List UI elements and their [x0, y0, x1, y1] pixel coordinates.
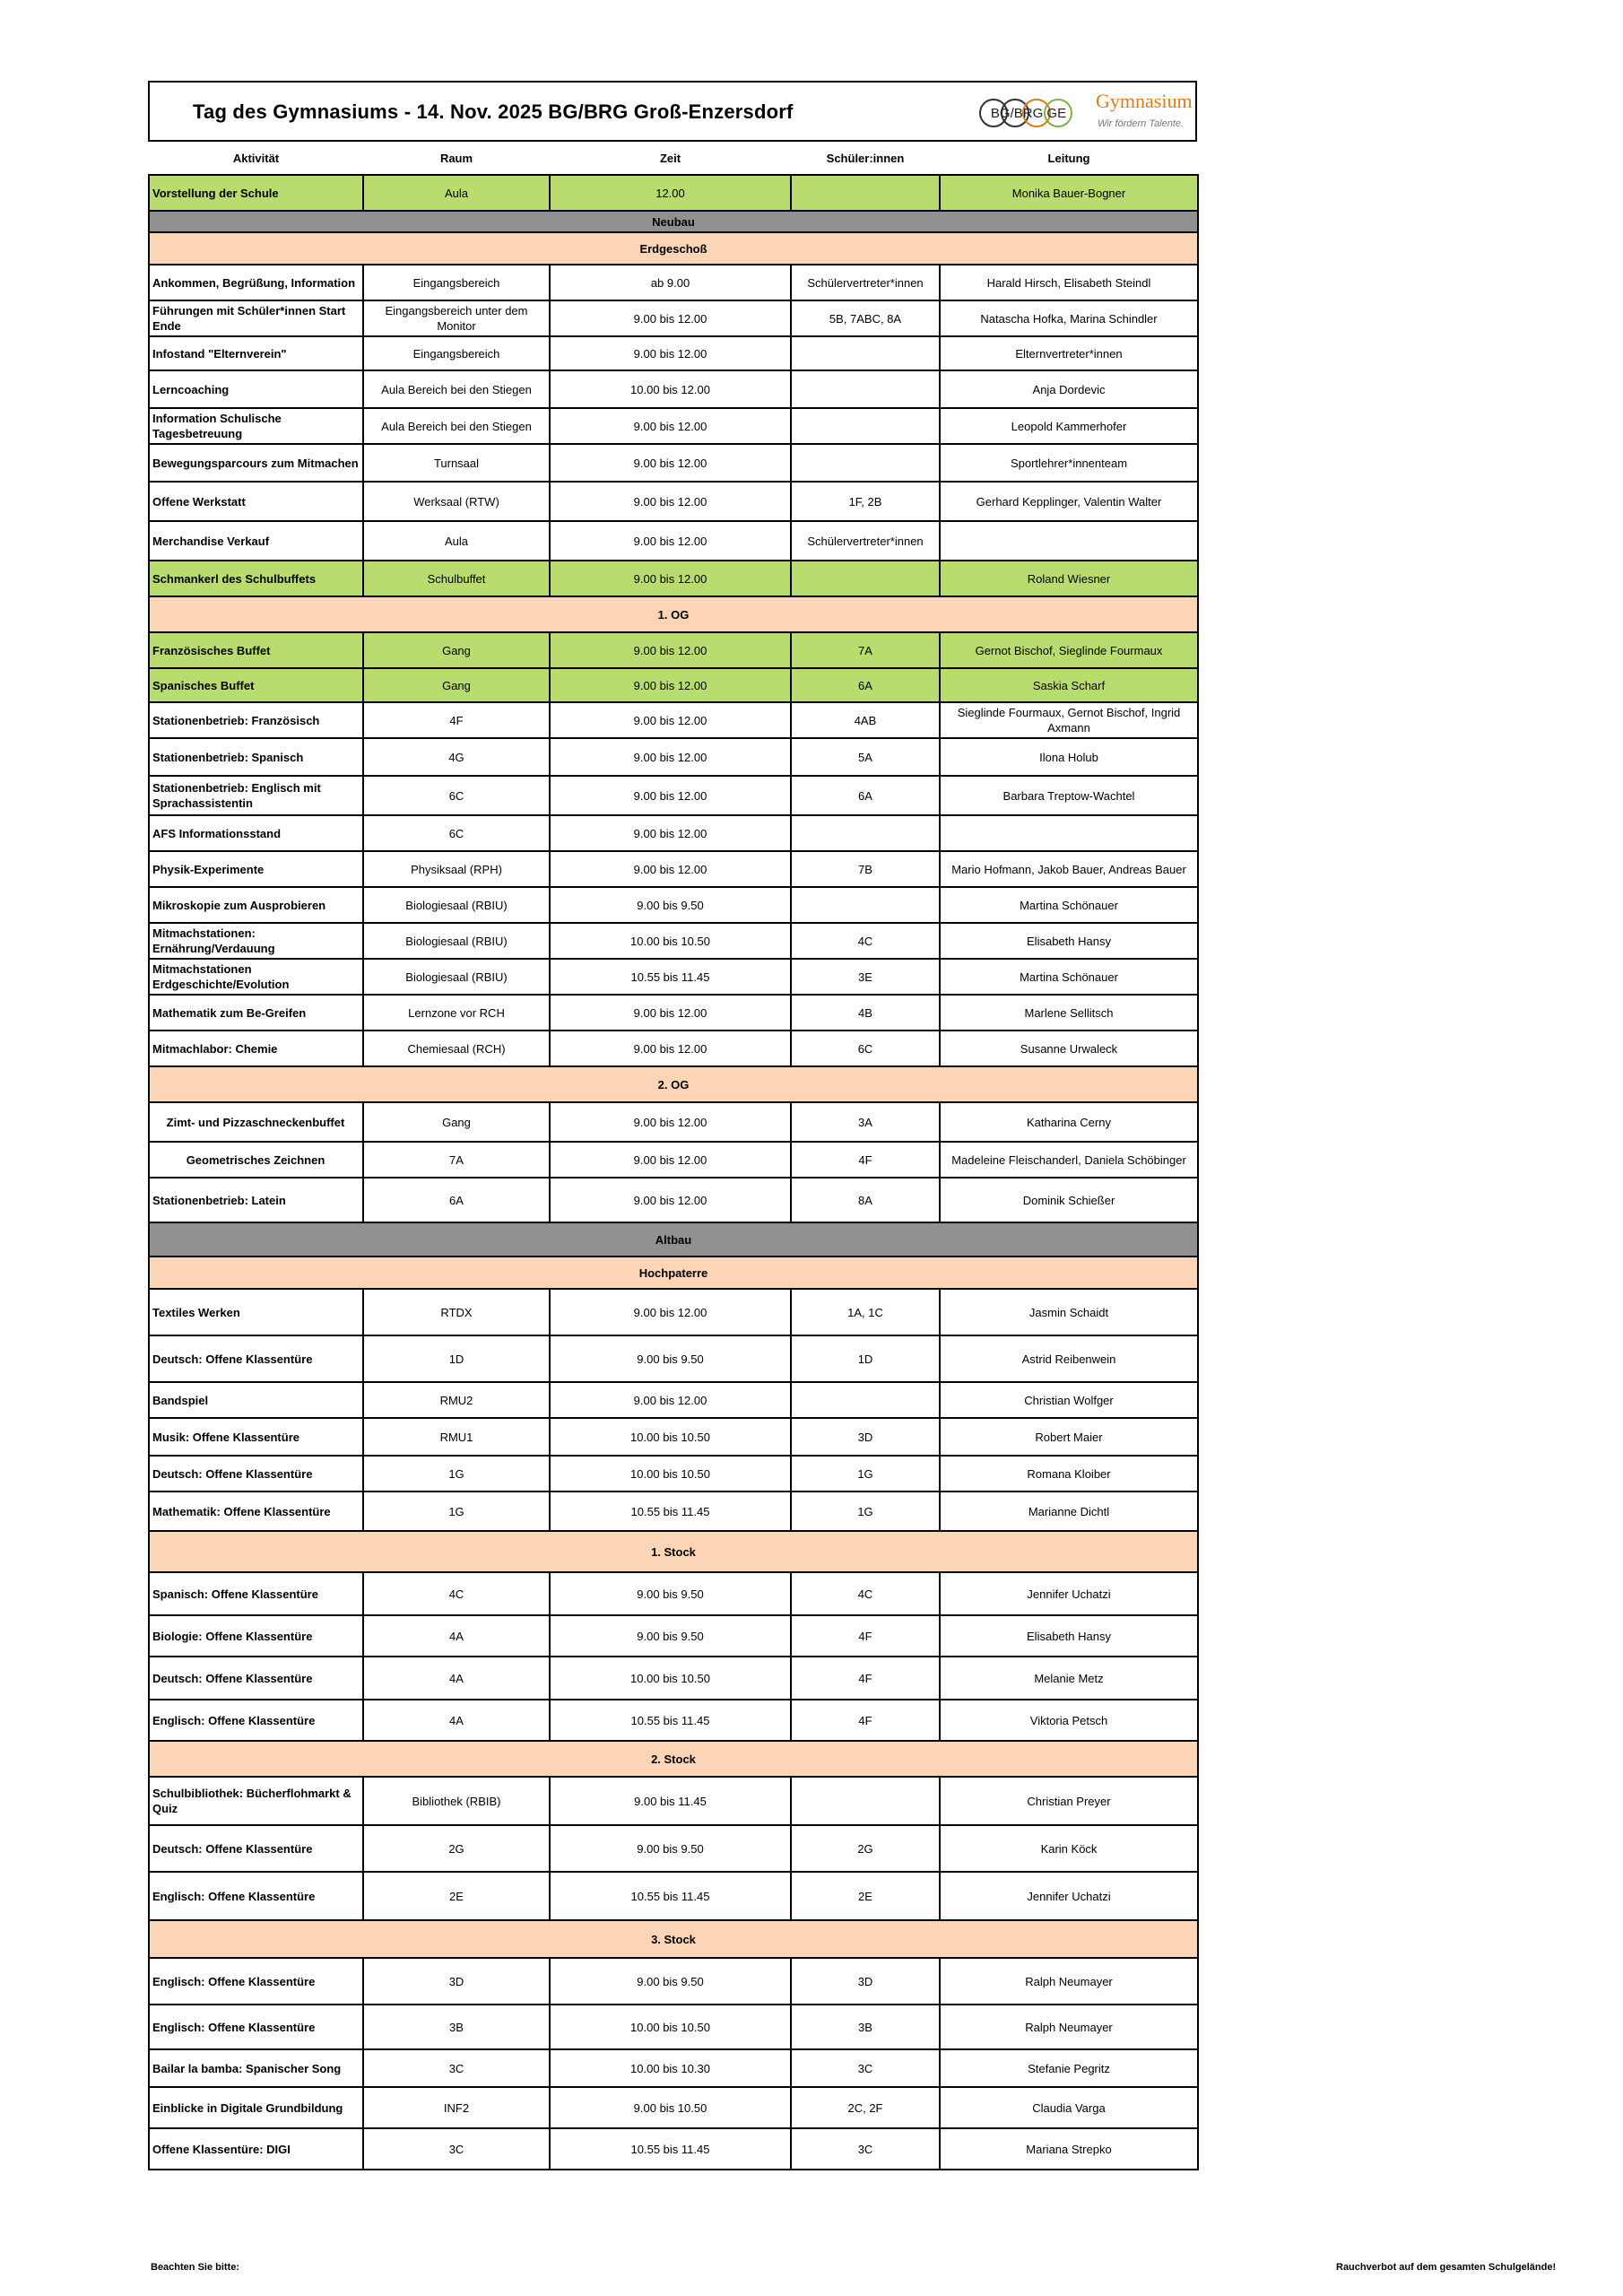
cell-zeit: 9.00 bis 11.45: [550, 1777, 791, 1825]
cell-schueler: 8A: [791, 1178, 940, 1222]
cell-aktivitaet: Vorstellung der Schule: [149, 175, 363, 211]
cell-schueler: 3D: [791, 1958, 940, 2005]
cell-leitung: Anja Dordevic: [940, 370, 1198, 408]
cell-leitung: Martina Schönauer: [940, 959, 1198, 995]
cell-raum: 6C: [363, 815, 550, 851]
table-row: [149, 1142, 1198, 1178]
header-row: [149, 142, 1198, 175]
section-label: Neubau: [149, 211, 1198, 232]
cell-leitung: Melanie Metz: [940, 1657, 1198, 1700]
cell-aktivitaet: Führungen mit Schüler*innen Start Ende: [149, 300, 363, 336]
cell-raum: 2G: [363, 1825, 550, 1872]
table-row: [149, 408, 1198, 444]
table-row: [149, 1572, 1198, 1615]
cell-leitung: Jennifer Uchatzi: [940, 1872, 1198, 1920]
cell-leitung: Jennifer Uchatzi: [940, 1572, 1198, 1615]
table-row: [149, 2049, 1198, 2087]
cell-zeit: 10.55 bis 11.45: [550, 2128, 791, 2170]
table-row: [149, 738, 1198, 776]
cell-aktivitaet: Mathematik zum Be-Greifen: [149, 995, 363, 1031]
table-row: [149, 632, 1198, 668]
cell-zeit: 9.00 bis 10.50: [550, 2087, 791, 2128]
cell-zeit: 10.55 bis 11.45: [550, 1872, 791, 1920]
cell-aktivitaet: Schmankerl des Schulbuffets: [149, 561, 363, 596]
cell-zeit: 9.00 bis 12.00: [550, 1382, 791, 1418]
cell-schueler: [791, 370, 940, 408]
cell-raum: Physiksaal (RPH): [363, 851, 550, 887]
cell-schueler: [791, 1382, 940, 1418]
cell-aktivitaet: Deutsch: Offene Klassentüre: [149, 1335, 363, 1382]
table-row: [149, 2128, 1198, 2170]
cell-raum: Schulbuffet: [363, 561, 550, 596]
floor-section-row: [149, 596, 1198, 632]
cell-leitung: Marlene Sellitsch: [940, 995, 1198, 1031]
cell-schueler: [791, 887, 940, 923]
cell-raum: INF2: [363, 2087, 550, 2128]
cell-aktivitaet: Offene Klassentüre: DIGI: [149, 2128, 363, 2170]
cell-schueler: 3C: [791, 2128, 940, 2170]
cell-aktivitaet: Musik: Offene Klassentüre: [149, 1418, 363, 1456]
cell-schueler: 3E: [791, 959, 940, 995]
cell-leitung: Elisabeth Hansy: [940, 923, 1198, 959]
section-label: 2. Stock: [149, 1741, 1198, 1777]
cell-zeit: 9.00 bis 9.50: [550, 887, 791, 923]
floor-section-row: [149, 1531, 1198, 1572]
table-row: [149, 521, 1198, 561]
cell-leitung: Harald Hirsch, Elisabeth Steindl: [940, 265, 1198, 300]
cell-raum: Gang: [363, 668, 550, 702]
cell-raum: 4G: [363, 738, 550, 776]
table-row: [149, 923, 1198, 959]
table-row: [149, 336, 1198, 370]
table-row: [149, 1335, 1198, 1382]
cell-raum: Eingangsbereich: [363, 336, 550, 370]
cell-schueler: 4B: [791, 995, 940, 1031]
cell-aktivitaet: Bewegungsparcours zum Mitmachen: [149, 444, 363, 482]
cell-raum: Bibliothek (RBIB): [363, 1777, 550, 1825]
cell-schueler: 4AB: [791, 702, 940, 738]
cell-zeit: ab 9.00: [550, 265, 791, 300]
cell-schueler: 7A: [791, 632, 940, 668]
cell-zeit: 9.00 bis 12.00: [550, 995, 791, 1031]
cell-raum: RMU2: [363, 1382, 550, 1418]
cell-leitung: Mario Hofmann, Jakob Bauer, Andreas Bauer: [940, 851, 1198, 887]
cell-schueler: 2C, 2F: [791, 2087, 940, 2128]
cell-leitung: Sportlehrer*innenteam: [940, 444, 1198, 482]
cell-raum: 4C: [363, 1572, 550, 1615]
table-row: [149, 482, 1198, 521]
cell-raum: 7A: [363, 1142, 550, 1178]
cell-leitung: Christian Preyer: [940, 1777, 1198, 1825]
cell-raum: Aula Bereich bei den Stiegen: [363, 408, 550, 444]
table-row: [149, 1777, 1198, 1825]
table-row: [149, 2087, 1198, 2128]
cell-schueler: 3D: [791, 1418, 940, 1456]
cell-raum: Aula Bereich bei den Stiegen: [363, 370, 550, 408]
cell-zeit: 9.00 bis 12.00: [550, 444, 791, 482]
cell-aktivitaet: Textiles Werken: [149, 1289, 363, 1335]
cell-raum: Gang: [363, 632, 550, 668]
cell-zeit: 9.00 bis 12.00: [550, 632, 791, 668]
cell-aktivitaet: Physik-Experimente: [149, 851, 363, 887]
cell-aktivitaet: Stationenbetrieb: Französisch: [149, 702, 363, 738]
building-section-row: [149, 211, 1198, 232]
cell-zeit: 9.00 bis 12.00: [550, 561, 791, 596]
cell-leitung: [940, 815, 1198, 851]
cell-leitung: Ilona Holub: [940, 738, 1198, 776]
cell-raum: Werksaal (RTW): [363, 482, 550, 521]
table-row: [149, 444, 1198, 482]
section-label: Altbau: [149, 1222, 1198, 1257]
cell-zeit: 10.00 bis 12.00: [550, 370, 791, 408]
cell-aktivitaet: AFS Informationsstand: [149, 815, 363, 851]
cell-zeit: 9.00 bis 12.00: [550, 776, 791, 815]
school-logo: [979, 90, 1078, 136]
cell-leitung: Monika Bauer-Bogner: [940, 175, 1198, 211]
cell-zeit: 9.00 bis 12.00: [550, 851, 791, 887]
cell-schueler: Schülervertreter*innen: [791, 265, 940, 300]
cell-leitung: Roland Wiesner: [940, 561, 1198, 596]
cell-zeit: 10.55 bis 11.45: [550, 1700, 791, 1741]
cell-schueler: 2G: [791, 1825, 940, 1872]
cell-leitung: Mariana Strepko: [940, 2128, 1198, 2170]
cell-leitung: Elternvertreter*innen: [940, 336, 1198, 370]
cell-zeit: 9.00 bis 12.00: [550, 521, 791, 561]
table-row: [149, 1289, 1198, 1335]
cell-leitung: Martina Schönauer: [940, 887, 1198, 923]
schedule-table: [148, 142, 1199, 2170]
cell-raum: 3D: [363, 1958, 550, 2005]
table-row: [149, 815, 1198, 851]
cell-zeit: 9.00 bis 12.00: [550, 1142, 791, 1178]
table-row: [149, 1700, 1198, 1741]
cell-aktivitaet: Stationenbetrieb: Englisch mit Sprachassistentin: [149, 776, 363, 815]
cell-schueler: [791, 444, 940, 482]
cell-raum: Aula: [363, 175, 550, 211]
cell-leitung: Jasmin Schaidt: [940, 1289, 1198, 1335]
cell-zeit: 10.00 bis 10.50: [550, 1456, 791, 1492]
section-label: 2. OG: [149, 1066, 1198, 1102]
cell-raum: Eingangsbereich unter dem Monitor: [363, 300, 550, 336]
cell-raum: 4A: [363, 1657, 550, 1700]
cell-schueler: Schülervertreter*innen: [791, 521, 940, 561]
cell-schueler: 3B: [791, 2005, 940, 2049]
floor-section-row: [149, 1920, 1198, 1958]
gymnasium-logo-slogan: Wir fördern Talente.: [1098, 118, 1185, 129]
col-header-leitung: Leitung: [1047, 151, 1090, 165]
section-label: 3. Stock: [149, 1920, 1198, 1958]
cell-schueler: 1G: [791, 1456, 940, 1492]
cell-aktivitaet: Offene Werkstatt: [149, 482, 363, 521]
cell-zeit: 9.00 bis 12.00: [550, 738, 791, 776]
cell-aktivitaet: Mitmachstationen: Ernährung/Verdauung: [149, 923, 363, 959]
section-label: 1. Stock: [149, 1531, 1198, 1572]
cell-aktivitaet: Deutsch: Offene Klassentüre: [149, 1456, 363, 1492]
col-header-aktivitaet: Aktivität: [232, 151, 280, 165]
cell-zeit: 9.00 bis 12.00: [550, 1102, 791, 1142]
cell-schueler: 7B: [791, 851, 940, 887]
table-row: [149, 668, 1198, 702]
schedule-body: [149, 175, 1198, 2170]
floor-section-row: [149, 232, 1198, 265]
cell-aktivitaet: Deutsch: Offene Klassentüre: [149, 1825, 363, 1872]
table-row: [149, 1825, 1198, 1872]
cell-aktivitaet: Stationenbetrieb: Latein: [149, 1178, 363, 1222]
cell-leitung: Madeleine Fleischanderl, Daniela Schöbinger: [940, 1142, 1198, 1178]
cell-raum: Eingangsbereich: [363, 265, 550, 300]
cell-leitung: Romana Kloiber: [940, 1456, 1198, 1492]
cell-leitung: Gernot Bischof, Sieglinde Fourmaux: [940, 632, 1198, 668]
cell-leitung: Viktoria Petsch: [940, 1700, 1198, 1741]
cell-schueler: 5A: [791, 738, 940, 776]
cell-schueler: 4F: [791, 1657, 940, 1700]
section-label: Hochpaterre: [149, 1257, 1198, 1289]
cell-schueler: 4C: [791, 923, 940, 959]
cell-schueler: [791, 408, 940, 444]
cell-leitung: Gerhard Kepplinger, Valentin Walter: [940, 482, 1198, 521]
cell-zeit: 10.00 bis 10.50: [550, 2005, 791, 2049]
cell-raum: 2E: [363, 1872, 550, 1920]
cell-raum: 3C: [363, 2049, 550, 2087]
cell-leitung: Elisabeth Hansy: [940, 1615, 1198, 1657]
cell-zeit: 9.00 bis 12.00: [550, 1289, 791, 1335]
cell-schueler: 4F: [791, 1142, 940, 1178]
cell-aktivitaet: Lerncoaching: [149, 370, 363, 408]
cell-schueler: 2E: [791, 1872, 940, 1920]
cell-schueler: 6A: [791, 668, 940, 702]
cell-leitung: Natascha Hofka, Marina Schindler: [940, 300, 1198, 336]
table-row: [149, 995, 1198, 1031]
cell-leitung: Susanne Urwaleck: [940, 1031, 1198, 1066]
cell-leitung: Claudia Varga: [940, 2087, 1198, 2128]
cell-raum: 4A: [363, 1700, 550, 1741]
cell-aktivitaet: Schulbibliothek: Bücherflohmarkt & Quiz: [149, 1777, 363, 1825]
cell-schueler: 1F, 2B: [791, 482, 940, 521]
cell-raum: Aula: [363, 521, 550, 561]
cell-raum: Biologiesaal (RBIU): [363, 959, 550, 995]
cell-zeit: 10.00 bis 10.50: [550, 1418, 791, 1456]
cell-zeit: 10.55 bis 11.45: [550, 959, 791, 995]
table-row: [149, 1872, 1198, 1920]
table-row: [149, 1178, 1198, 1222]
cell-raum: Biologiesaal (RBIU): [363, 887, 550, 923]
cell-raum: 6C: [363, 776, 550, 815]
table-row: [149, 1615, 1198, 1657]
table-row: [149, 1102, 1198, 1142]
cell-zeit: 9.00 bis 12.00: [550, 1031, 791, 1066]
cell-zeit: 9.00 bis 12.00: [550, 482, 791, 521]
cell-schueler: 4F: [791, 1615, 940, 1657]
cell-aktivitaet: Spanisches Buffet: [149, 668, 363, 702]
table-row: [149, 175, 1198, 211]
footer-smoking-notice: Rauchverbot auf dem gesamten Schulgelände!: [1336, 2262, 1557, 2273]
cell-zeit: 10.00 bis 10.50: [550, 923, 791, 959]
cell-schueler: 1G: [791, 1492, 940, 1531]
cell-zeit: 9.00 bis 12.00: [550, 815, 791, 851]
cell-raum: Biologiesaal (RBIU): [363, 923, 550, 959]
cell-raum: 4F: [363, 702, 550, 738]
cell-zeit: 9.00 bis 9.50: [550, 1825, 791, 1872]
cell-zeit: 9.00 bis 12.00: [550, 300, 791, 336]
cell-leitung: Christian Wolfger: [940, 1382, 1198, 1418]
table-row: [149, 561, 1198, 596]
cell-zeit: 10.00 bis 10.50: [550, 1657, 791, 1700]
cell-leitung: Karin Köck: [940, 1825, 1198, 1872]
table-row: [149, 959, 1198, 995]
cell-aktivitaet: Spanisch: Offene Klassentüre: [149, 1572, 363, 1615]
footer-note: Beachten Sie bitte:: [151, 2262, 240, 2273]
title-box: [148, 81, 1197, 142]
table-row: [149, 1492, 1198, 1531]
col-header-zeit: Zeit: [659, 151, 681, 165]
page-title: Tag des Gymnasiums - 14. Nov. 2025 BG/BRG Groß-Enzersdorf: [193, 100, 794, 123]
cell-leitung: Leopold Kammerhofer: [940, 408, 1198, 444]
cell-aktivitaet: Stationenbetrieb: Spanisch: [149, 738, 363, 776]
table-row: [149, 1456, 1198, 1492]
school-logo-text: BG/BRG GE: [990, 106, 1067, 121]
cell-aktivitaet: Zimt- und Pizzaschneckenbuffet: [149, 1102, 363, 1142]
cell-schueler: 1A, 1C: [791, 1289, 940, 1335]
cell-aktivitaet: Englisch: Offene Klassentüre: [149, 1872, 363, 1920]
cell-leitung: Robert Maier: [940, 1418, 1198, 1456]
cell-schueler: 6A: [791, 776, 940, 815]
cell-aktivitaet: Deutsch: Offene Klassentüre: [149, 1657, 363, 1700]
table-row: [149, 1958, 1198, 2005]
cell-zeit: 9.00 bis 9.50: [550, 1335, 791, 1382]
cell-raum: 3C: [363, 2128, 550, 2170]
cell-zeit: 9.00 bis 9.50: [550, 1615, 791, 1657]
cell-schueler: 1D: [791, 1335, 940, 1382]
cell-schueler: 4F: [791, 1700, 940, 1741]
cell-aktivitaet: Merchandise Verkauf: [149, 521, 363, 561]
cell-raum: Turnsaal: [363, 444, 550, 482]
cell-raum: 6A: [363, 1178, 550, 1222]
table-row: [149, 887, 1198, 923]
cell-zeit: 10.55 bis 11.45: [550, 1492, 791, 1531]
table-row: [149, 370, 1198, 408]
cell-schueler: [791, 175, 940, 211]
schedule-sheet: [148, 81, 1197, 2170]
cell-raum: RTDX: [363, 1289, 550, 1335]
table-row: [149, 776, 1198, 815]
cell-raum: 1D: [363, 1335, 550, 1382]
cell-leitung: Sieglinde Fourmaux, Gernot Bischof, Ingrid Axmann: [940, 702, 1198, 738]
cell-leitung: Ralph Neumayer: [940, 2005, 1198, 2049]
col-header-raum: Raum: [439, 151, 473, 165]
floor-section-row: [149, 1257, 1198, 1289]
cell-zeit: 9.00 bis 9.50: [550, 1572, 791, 1615]
col-header-schueler: Schüler:innen: [826, 151, 905, 165]
cell-schueler: [791, 1777, 940, 1825]
cell-leitung: [940, 521, 1198, 561]
table-row: [149, 851, 1198, 887]
cell-aktivitaet: Einblicke in Digitale Grundbildung: [149, 2087, 363, 2128]
cell-schueler: 3C: [791, 2049, 940, 2087]
cell-zeit: 9.00 bis 12.00: [550, 1178, 791, 1222]
gymnasium-logo: [1096, 88, 1194, 136]
cell-raum: Chemiesaal (RCH): [363, 1031, 550, 1066]
cell-schueler: 4C: [791, 1572, 940, 1615]
cell-leitung: Katharina Cerny: [940, 1102, 1198, 1142]
table-row: [149, 265, 1198, 300]
table-row: [149, 1031, 1198, 1066]
cell-zeit: 9.00 bis 12.00: [550, 408, 791, 444]
table-row: [149, 1382, 1198, 1418]
table-row: [149, 1418, 1198, 1456]
section-label: 1. OG: [149, 596, 1198, 632]
cell-zeit: 9.00 bis 12.00: [550, 668, 791, 702]
table-row: [149, 702, 1198, 738]
building-section-row: [149, 1222, 1198, 1257]
cell-zeit: 10.00 bis 10.30: [550, 2049, 791, 2087]
cell-leitung: Saskia Scharf: [940, 668, 1198, 702]
cell-aktivitaet: Infostand "Elternverein": [149, 336, 363, 370]
table-row: [149, 300, 1198, 336]
cell-leitung: Astrid Reibenwein: [940, 1335, 1198, 1382]
section-label: Erdgeschoß: [149, 232, 1198, 265]
cell-raum: 4A: [363, 1615, 550, 1657]
cell-schueler: [791, 815, 940, 851]
cell-raum: 3B: [363, 2005, 550, 2049]
cell-aktivitaet: Biologie: Offene Klassentüre: [149, 1615, 363, 1657]
cell-leitung: Stefanie Pegritz: [940, 2049, 1198, 2087]
cell-leitung: Dominik Schießer: [940, 1178, 1198, 1222]
cell-aktivitaet: Mathematik: Offene Klassentüre: [149, 1492, 363, 1531]
floor-section-row: [149, 1066, 1198, 1102]
cell-aktivitaet: Mitmachstationen Erdgeschichte/Evolution: [149, 959, 363, 995]
cell-raum: RMU1: [363, 1418, 550, 1456]
cell-zeit: 9.00 bis 12.00: [550, 336, 791, 370]
cell-aktivitaet: Bandspiel: [149, 1382, 363, 1418]
cell-leitung: Marianne Dichtl: [940, 1492, 1198, 1531]
cell-aktivitaet: Ankommen, Begrüßung, Information: [149, 265, 363, 300]
cell-raum: 1G: [363, 1456, 550, 1492]
cell-zeit: 9.00 bis 12.00: [550, 702, 791, 738]
cell-raum: Gang: [363, 1102, 550, 1142]
cell-aktivitaet: Mitmachlabor: Chemie: [149, 1031, 363, 1066]
cell-schueler: 6C: [791, 1031, 940, 1066]
cell-zeit: 12.00: [550, 175, 791, 211]
cell-aktivitaet: Englisch: Offene Klassentüre: [149, 1958, 363, 2005]
cell-leitung: Barbara Treptow-Wachtel: [940, 776, 1198, 815]
gymnasium-logo-title: Gymnasium: [1096, 90, 1193, 112]
cell-aktivitaet: Französisches Buffet: [149, 632, 363, 668]
table-row: [149, 2005, 1198, 2049]
floor-section-row: [149, 1741, 1198, 1777]
cell-leitung: Ralph Neumayer: [940, 1958, 1198, 2005]
cell-aktivitaet: Information Schulische Tagesbetreuung: [149, 408, 363, 444]
cell-aktivitaet: Bailar la bamba: Spanischer Song: [149, 2049, 363, 2087]
cell-schueler: 5B, 7ABC, 8A: [791, 300, 940, 336]
cell-aktivitaet: Geometrisches Zeichnen: [149, 1142, 363, 1178]
cell-aktivitaet: Englisch: Offene Klassentüre: [149, 2005, 363, 2049]
cell-schueler: [791, 561, 940, 596]
cell-schueler: [791, 336, 940, 370]
cell-aktivitaet: Englisch: Offene Klassentüre: [149, 1700, 363, 1741]
cell-raum: 1G: [363, 1492, 550, 1531]
cell-raum: Lernzone vor RCH: [363, 995, 550, 1031]
table-row: [149, 1657, 1198, 1700]
cell-schueler: 3A: [791, 1102, 940, 1142]
cell-aktivitaet: Mikroskopie zum Ausprobieren: [149, 887, 363, 923]
cell-zeit: 9.00 bis 9.50: [550, 1958, 791, 2005]
